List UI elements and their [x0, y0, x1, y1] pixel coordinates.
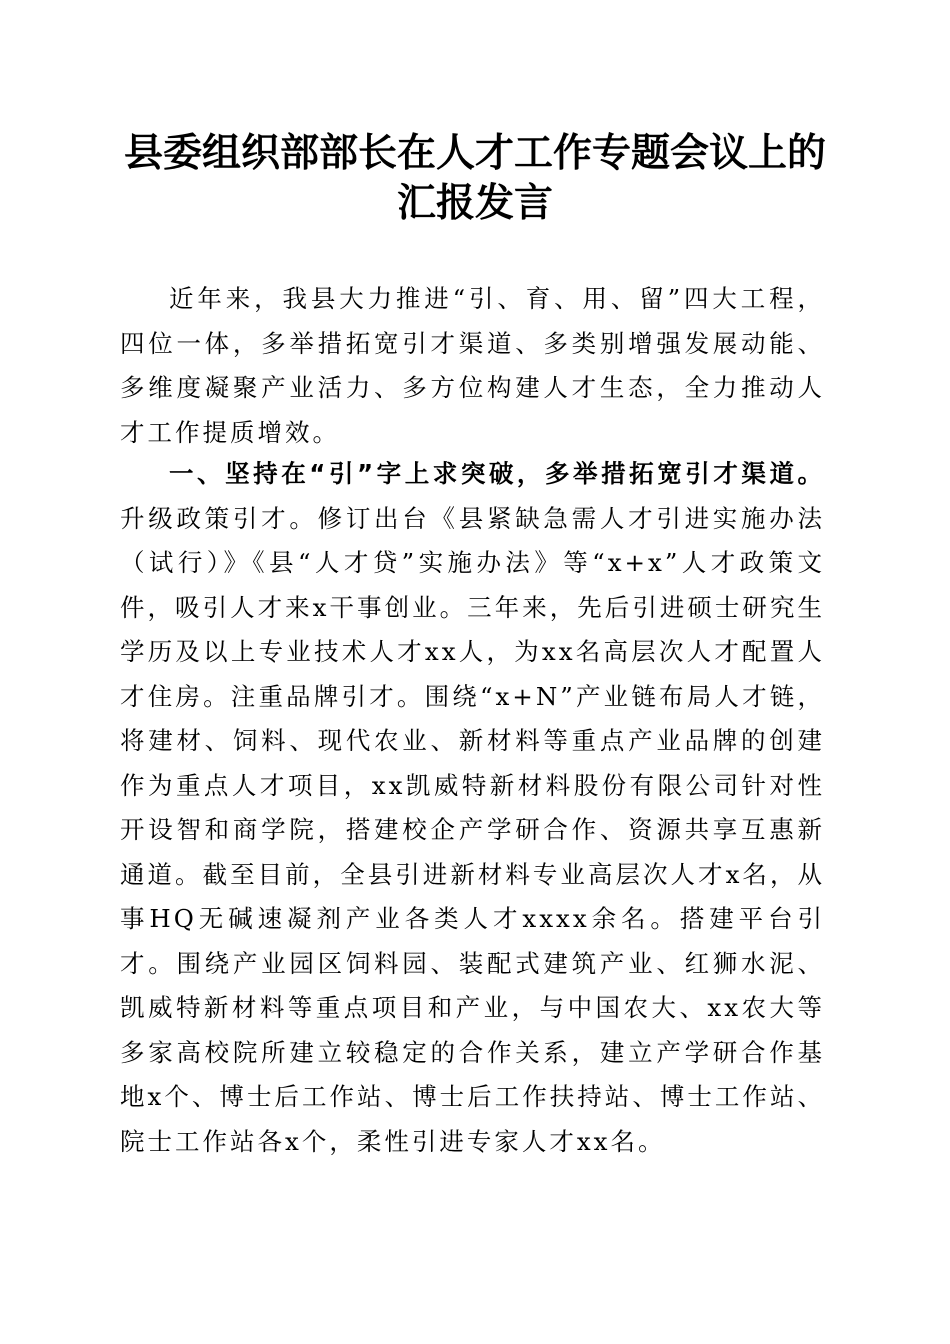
intro-paragraph-text: 近年来，我县大力推进“引、育、用、留”四大工程，四位一体，多举措拓宽引才渠道、多类别增强发展动能、多维度凝聚产业活力、多方位构建人才生态，全力推动人才工作提质增效。 — [120, 284, 825, 447]
section-one-text: 升级政策引才。修订出台《县紧缺急需人才引进实施办法（试行）》《县“人才贷”实施办法》等“x+x”人才政策文件，吸引人才来x干事创业。三年来，先后引进硕士研究生学历及以上专业技术人才xx人，为xx名高层次人才配置人才住房。注重品牌引才。围绕“x+N”产业链布局人才链，将建材、饲料、现代农业、新材料等重点产业品牌的创建作为重点人才项目，xx凯威特新材料股份有限公司针对性开设智和商学院，搭建校企产学研合作、资源共享互惠新通道。截至目前，全县引进新材料专业高层次人才x名，从事HQ无碱速凝剂产业各类人才xxxx余名。搭建平台引才。围绕产业园区饲料园、装配式建筑产业、红狮水泥、凯威特新材料等重点项目和产业，与中国农大、xx农大等多家高校院所建立较稳定的合作关系，建立产学研合作基地x个、博士后工作站、博士后工作扶持站、博士工作站、院士工作站各x个，柔性引进专家人才xx名。 — [120, 503, 825, 1156]
intro-paragraph — [120, 277, 825, 455]
section-one-heading: 一、坚持在“引”字上求突破，多举措拓宽引才渠道。 — [169, 459, 825, 488]
document-title: 县委组织部部长在人才工作专题会议上的汇报发言 — [123, 130, 826, 226]
section-one-paragraph — [120, 452, 825, 1164]
